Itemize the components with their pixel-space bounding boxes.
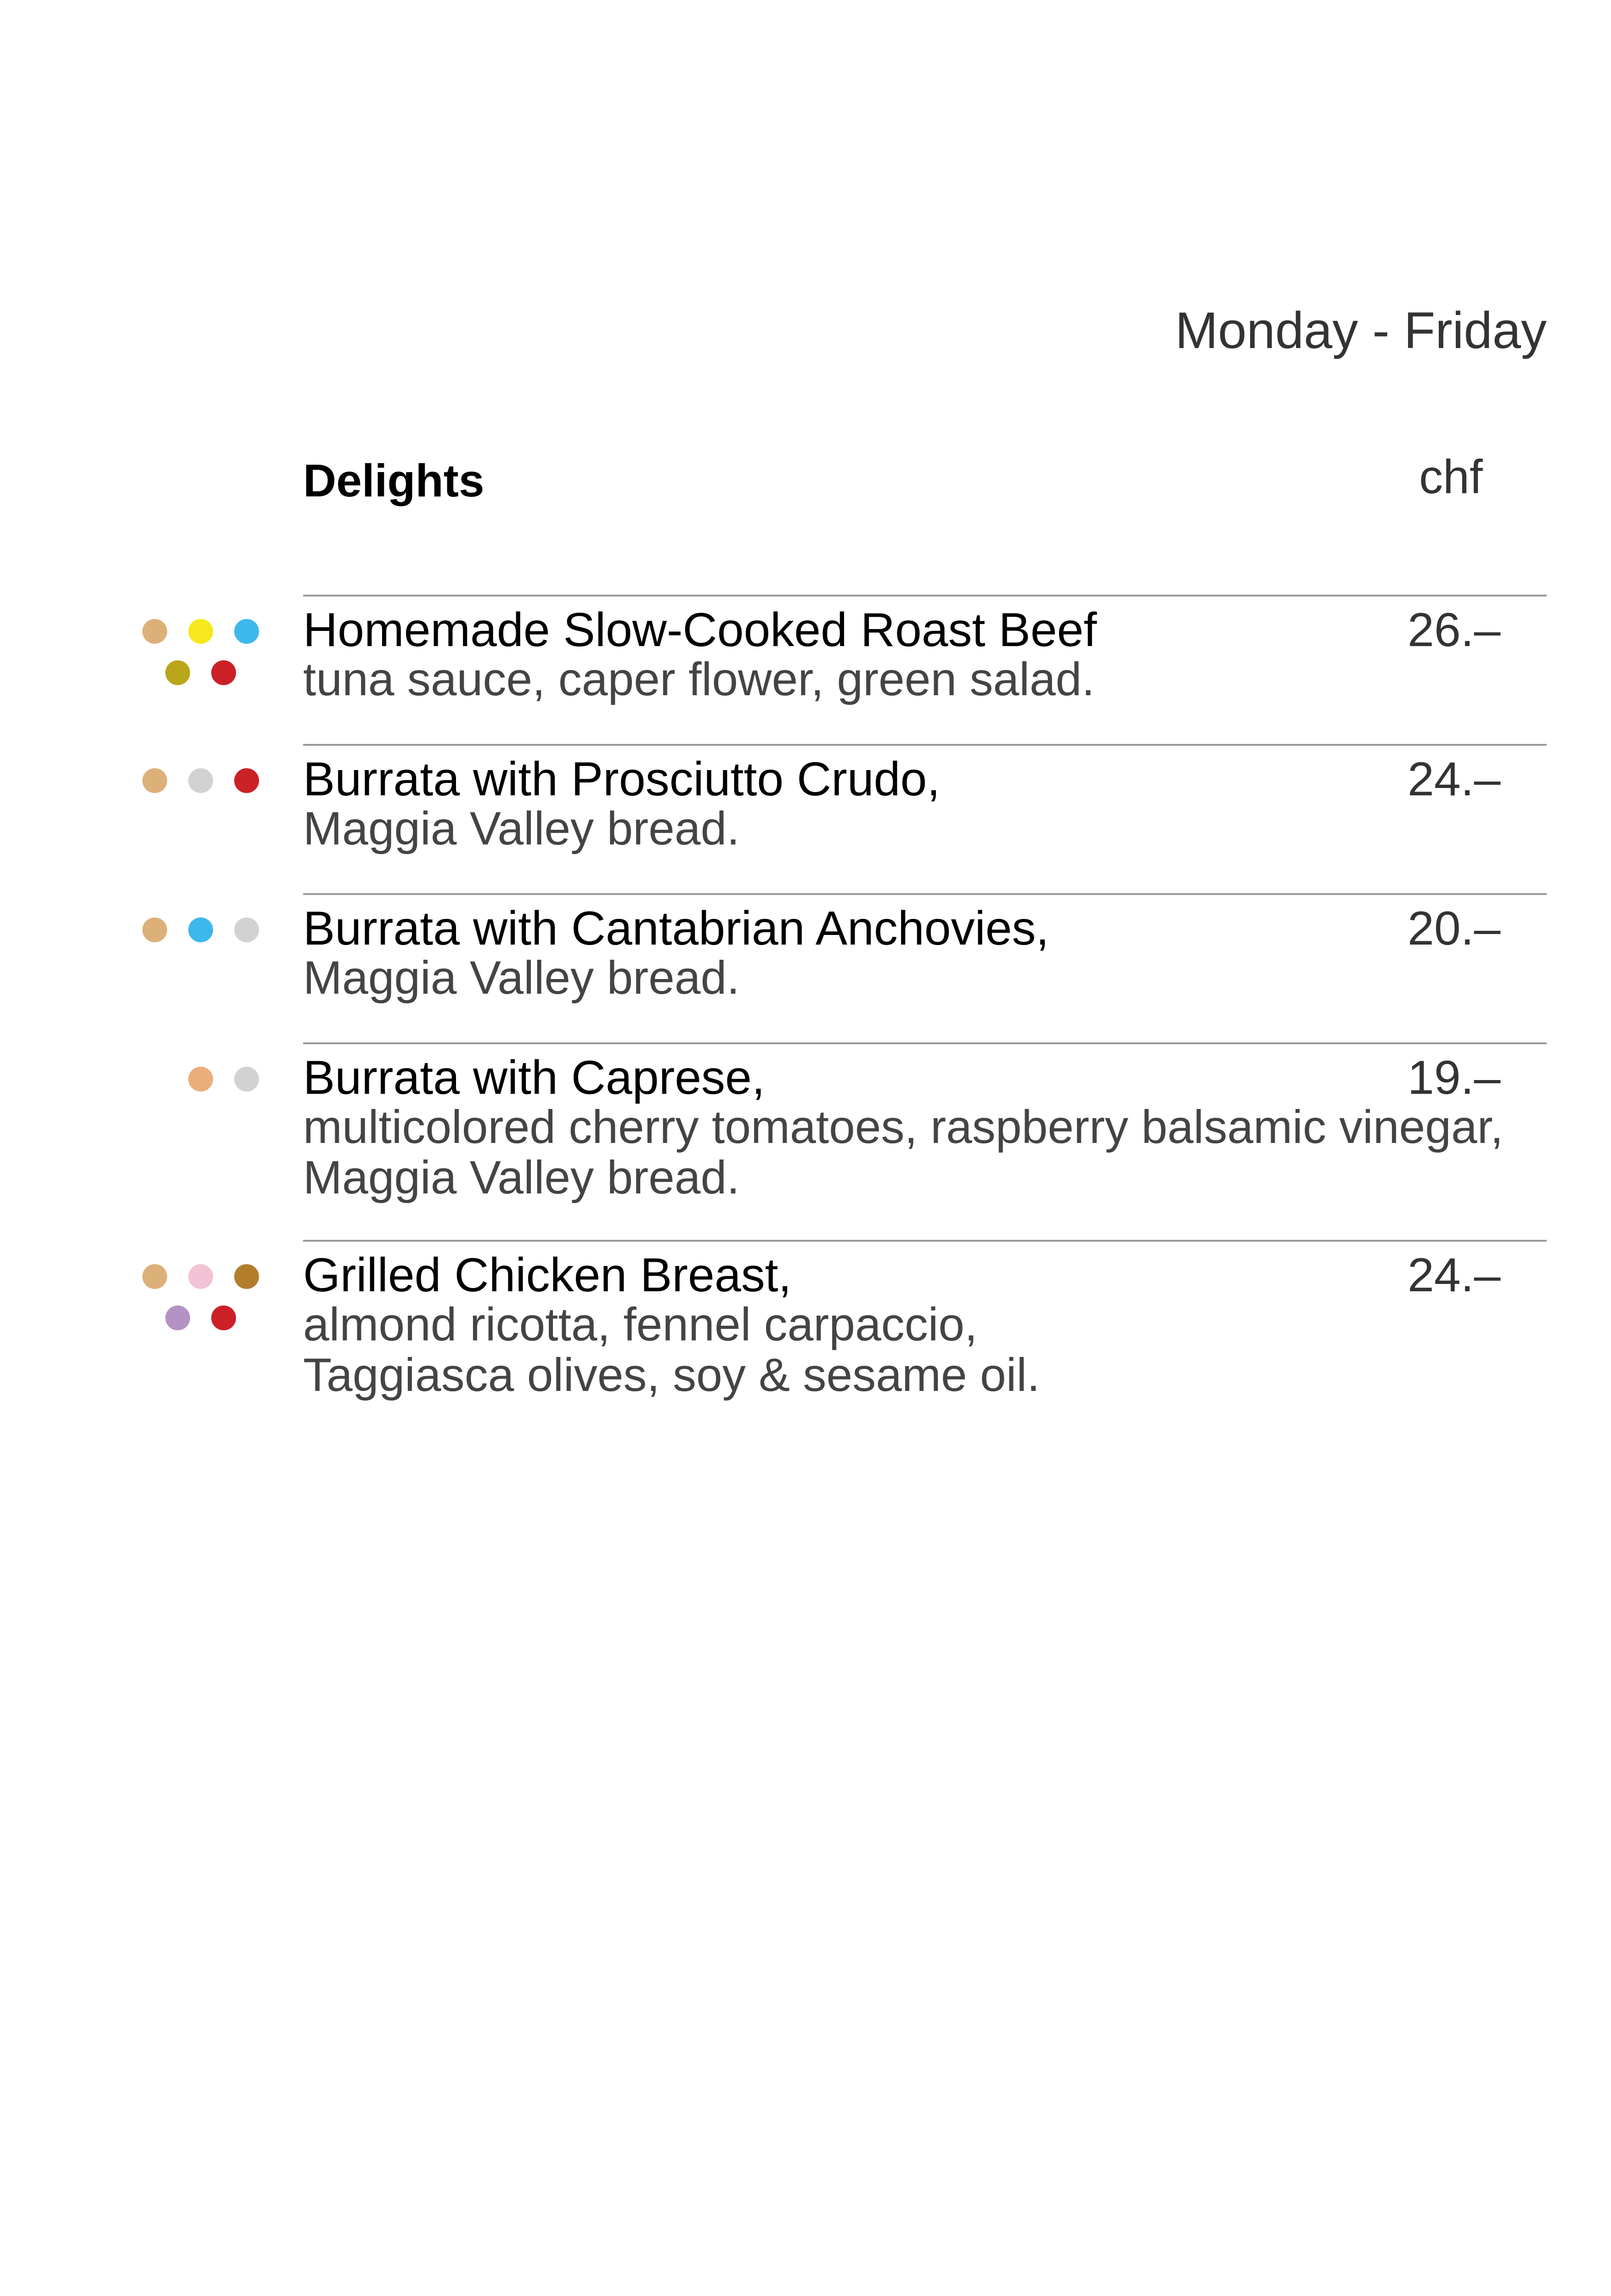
dietary-dot-red	[234, 768, 259, 793]
item-description: almond ricotta, fennel carpaccio,	[303, 1298, 978, 1351]
dietary-dot-grey	[234, 917, 259, 942]
dietary-dot-tan	[142, 619, 167, 644]
dietary-dot-red	[211, 660, 236, 685]
section-title: Delights	[303, 455, 484, 506]
dietary-dot-bronze	[234, 1264, 259, 1289]
days-heading: Monday - Friday	[1175, 302, 1547, 359]
item-price: 20.–	[1408, 902, 1501, 955]
item-description: Taggiasca olives, soy & sesame oil.	[303, 1349, 1040, 1401]
item-description: multicolored cherry tomatoes, raspberry balsamic vinegar,	[303, 1101, 1504, 1153]
menu-item	[303, 744, 1547, 855]
dietary-dot-red	[211, 1306, 236, 1330]
dietary-dot-olive	[165, 660, 190, 685]
dietary-dot-grey	[188, 768, 213, 793]
item-name: Homemade Slow-Cooked Roast Beef	[303, 603, 1097, 657]
dietary-dot-sky	[234, 619, 259, 644]
dietary-dot-peach	[188, 1067, 213, 1092]
dietary-dot-lavender	[165, 1306, 190, 1330]
dietary-dot-tan	[142, 1264, 167, 1289]
dietary-dot-sky	[188, 917, 213, 942]
dietary-dot-pink	[188, 1264, 213, 1289]
menu-item	[303, 893, 1547, 1004]
menu-item	[303, 595, 1547, 705]
dietary-dot-grey	[234, 1067, 259, 1092]
item-description: Maggia Valley bread.	[303, 1151, 740, 1204]
menu-item	[303, 1042, 1547, 1204]
item-name: Grilled Chicken Breast,	[303, 1249, 792, 1302]
item-price: 24.–	[1408, 1249, 1501, 1302]
dietary-dot-yellow	[188, 619, 213, 644]
menu-item	[303, 1240, 1547, 1401]
item-name: Burrata with Prosciutto Crudo,	[303, 753, 941, 806]
item-description: tuna sauce, caper flower, green salad.	[303, 653, 1095, 705]
dietary-dot-tan	[142, 917, 167, 942]
item-description: Maggia Valley bread.	[303, 951, 740, 1004]
currency-label: chf	[1419, 450, 1483, 504]
item-name: Burrata with Caprese,	[303, 1051, 765, 1104]
item-description: Maggia Valley bread.	[303, 802, 740, 855]
dietary-dot-tan	[142, 768, 167, 793]
item-name: Burrata with Cantabrian Anchovies,	[303, 902, 1049, 955]
item-price: 19.–	[1408, 1051, 1501, 1104]
item-price: 24.–	[1408, 753, 1501, 806]
item-price: 26.–	[1408, 603, 1501, 657]
